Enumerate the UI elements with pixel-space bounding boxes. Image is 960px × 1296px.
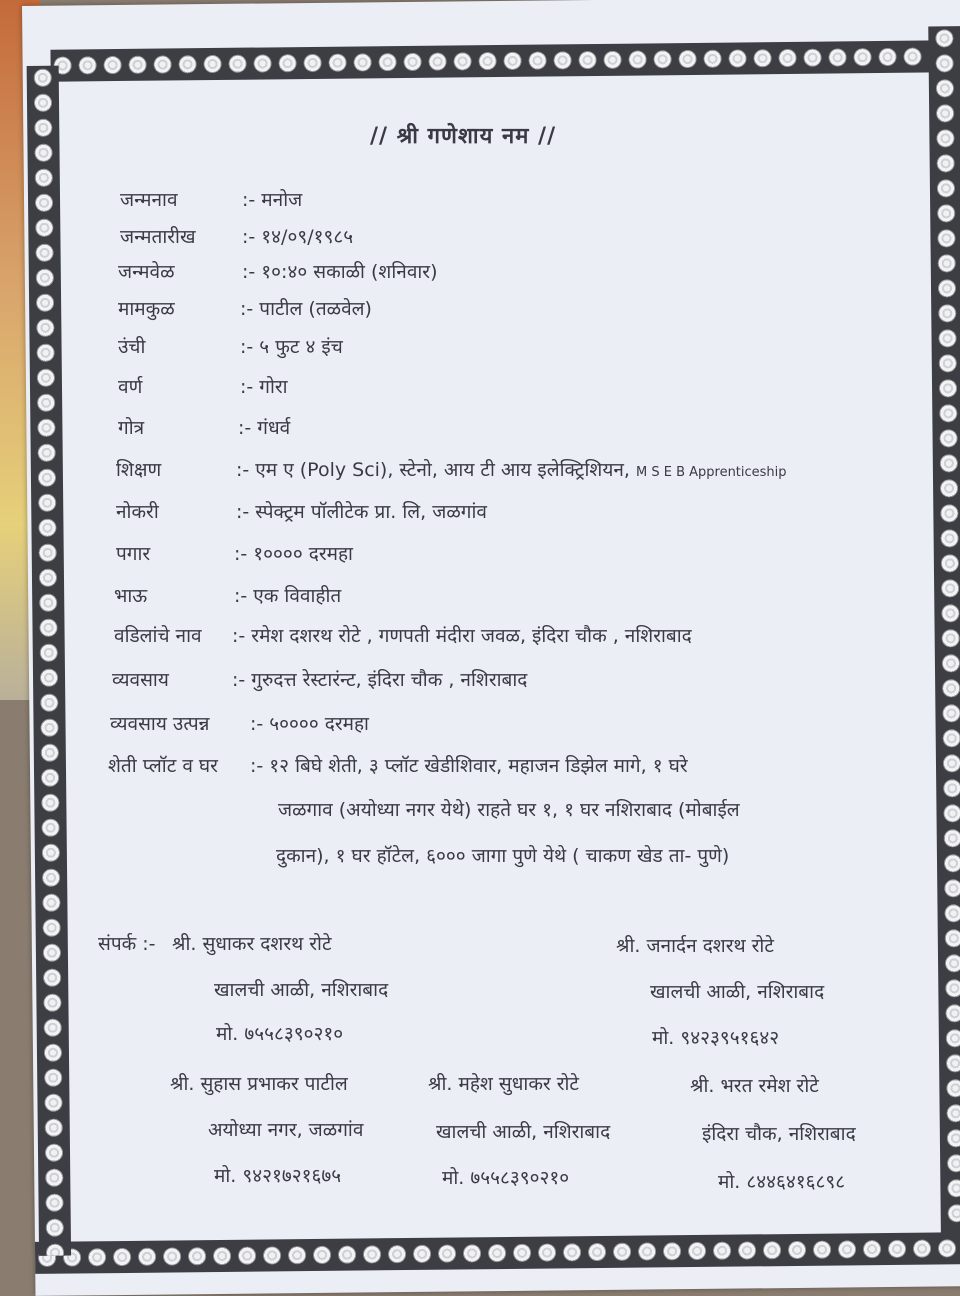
contact-1-address: खालची आळी, नशिराबाद — [214, 979, 389, 1001]
property-continuation-line: जळगाव (अयोध्या नगर येथे) राहते घर १, १ घर नशिराबाद (मोबाईल — [278, 799, 740, 821]
detail-value: :- गोरा — [240, 376, 288, 398]
detail-value: :- स्पेक्ट्रम पॉलीटेक प्रा. लि, जळगांव — [236, 501, 487, 523]
property-continuation-line: दुकान), १ घर हॉटेल, ६००० जागा पुणे येथे ( चाकण खेड ता- पुणे) — [276, 845, 730, 867]
contact-3-address: अयोध्या नगर, जळगांव — [208, 1119, 364, 1141]
contact-3-phone: मो. ९४२१७२१६७५ — [214, 1165, 342, 1187]
detail-label: पगार — [116, 543, 151, 565]
detail-value: :- १०००० दरमहा — [234, 543, 353, 565]
detail-value: :- १४/०९/१९८५ — [242, 226, 354, 248]
contact-2-name: श्री. जनार्दन दशरथ रोटे — [616, 935, 774, 957]
detail-label: जन्मनाव — [120, 189, 178, 211]
detail-label: शेती प्लॉट व घर — [108, 755, 218, 777]
detail-value: :- ५ फुट ४ इंच — [240, 336, 343, 358]
detail-value: :- पाटील (तळवेल) — [240, 298, 372, 320]
detail-value: :- रमेश दशरथ रोटे , गणपती मंदीरा जवळ, इंदिरा चौक , नशिराबाद — [232, 625, 692, 647]
detail-label: जन्मतारीख — [120, 226, 196, 248]
detail-label: व्यवसाय उत्पन्न — [110, 713, 210, 735]
detail-label: व्यवसाय — [112, 669, 169, 691]
contact-4-name: श्री. महेश सुधाकर रोटे — [428, 1073, 579, 1095]
detail-label: शिक्षण — [116, 459, 162, 481]
contact-4-phone: मो. ७५५८३९०२१० — [442, 1167, 570, 1189]
contact-5-phone: मो. ८४४६४१६८९८ — [718, 1171, 846, 1193]
detail-value: :- मनोज — [242, 189, 303, 211]
detail-label: नोकरी — [116, 501, 159, 523]
detail-label: जन्मवेळ — [118, 261, 175, 283]
contact-4-address: खालची आळी, नशिराबाद — [436, 1121, 611, 1143]
contact-1-phone: मो. ७५५८३९०२१० — [216, 1023, 344, 1045]
detail-value: :- एक विवाहीत — [234, 585, 342, 607]
contact-5-name: श्री. भरत रमेश रोटे — [690, 1075, 819, 1097]
contact-1-name: श्री. सुधाकर दशरथ रोटे — [172, 933, 332, 955]
contact-2-phone: मो. ९४२३९५१६४२ — [652, 1027, 780, 1049]
detail-value: :- ५०००० दरमहा — [250, 713, 369, 735]
detail-label: गोत्र — [118, 417, 145, 439]
detail-label: उंची — [118, 336, 146, 358]
contact-5-address: इंदिरा चौक, नशिराबाद — [702, 1123, 856, 1145]
detail-value: :- १०:४० सकाळी (शनिवार) — [242, 261, 438, 283]
education-text: :- एम ए (Poly Sci), स्टेनो, आय टी आय इलेक्ट्रिशियन, — [236, 459, 630, 481]
detail-label: वर्ण — [118, 376, 143, 398]
detail-value — [236, 456, 787, 482]
contact-label: संपर्क :- — [98, 933, 156, 955]
contact-2-address: खालची आळी, नशिराबाद — [650, 981, 825, 1003]
page-title: // श्री गणेशाय नम // — [370, 124, 557, 149]
detail-label: वडिलांचे नाव — [114, 625, 202, 647]
detail-label: भाऊ — [114, 585, 148, 607]
education-extra: M S E B Apprenticeship — [635, 465, 787, 480]
detail-value: :- गंधर्व — [238, 417, 291, 439]
detail-label: मामकुळ — [118, 298, 175, 320]
detail-value: :- १२ बिघे शेती, ३ प्लॉट खेडीशिवार, महाजन डिझेल मागे, १ घरे — [250, 755, 688, 777]
contact-3-name: श्री. सुहास प्रभाकर पाटील — [170, 1073, 348, 1095]
detail-value: :- गुरुदत्त रेस्टारंन्ट, इंदिरा चौक , नशिराबाद — [232, 669, 528, 691]
